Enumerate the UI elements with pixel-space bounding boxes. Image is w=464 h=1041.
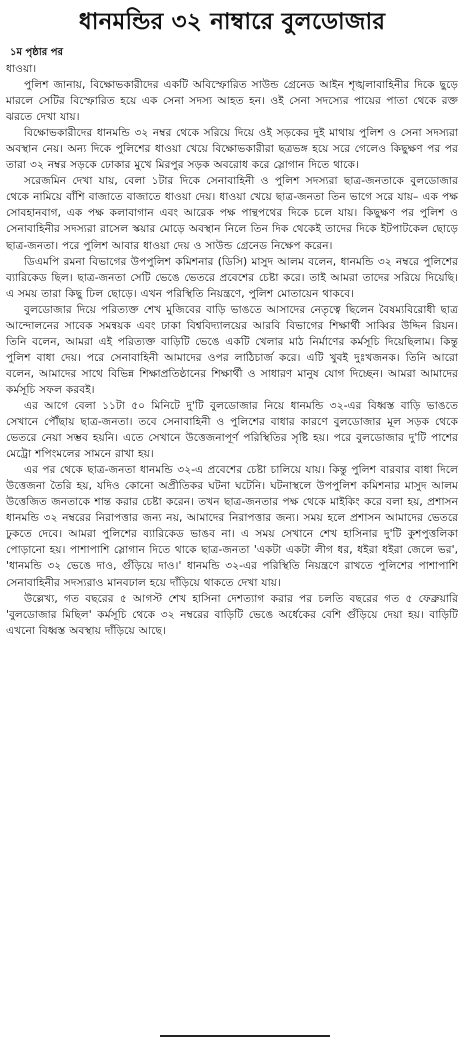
article-paragraph: এর আগে বেলা ১১টা ৫০ মিনিটে দু'টি বুলডোজার নিয়ে ধানমন্ডি ৩২-এর বিধ্বস্ত বাড়ি ভাঙতে সেখানে পৌঁছায় ছাত্র-জনতা। তবে সেনাবাহিনী ও পুলিশের বাধার কারণে বুলডোজার মূল সড়ক থেকে ভেতরে নেয়া সম্ভব হয়নি। এতে সেখানে উত্তেজনাপূর্ণ পরিস্থিতির সৃষ্টি হয়। পরে বুলডোজার দু'টি পাশের মেট্রো শপিংমলের সামনে রাখা হয়। — [6, 398, 458, 461]
continuation-label: ১ম পৃষ্ঠার পর — [10, 47, 63, 58]
article-paragraph: উল্লেখ্য, গত বছরের ৫ আগস্ট শেখ হাসিনা দেশত্যাগ করার পর চলতি বছরের গত ৫ ফেব্রুয়ারি 'বুলডোজার মিছিল' কর্মসূচি থেকে ৩২ নম্বরের বাড়িটি ভেঙে অর্ধেকের বেশি গুঁড়িয়ে দেয়া হয়। বাড়িটি এখনো বিধ্বস্ত অবস্থায় দাঁড়িয়ে আছে। — [6, 591, 458, 637]
article-paragraph: ধাওয়া। — [6, 62, 37, 75]
article-paragraph: পুলিশ জানায়, বিক্ষোভকারীদের একটি অবিস্ফোরিত সাউন্ড গ্রেনেড আইন শৃঙ্খলাবাহিনীর দিকে ছুড়ে মারলে সেটির বিস্ফোরিত হয়ে এক সেনা সদস্য আহত হন। ওই সেনা সদস্যের পায়ের পাতা থেকে রক্ত ঝরতে দেখা যায়। — [6, 78, 458, 124]
end-rule — [160, 1035, 330, 1037]
article-paragraph: সরেজমিন দেখা যায়, বেলা ১টার দিকে সেনাবাহিনী ও পুলিশ সদস্যরা ছাত্র-জনতাকে বুলডোজার থেকে নামিয়ে বাঁশি বাজাতে বাজাতে ধাওয়া দেয়। ধাওয়া খেয়ে ছাত্র-জনতা তিন ভাগে সরে যায়– এক পক্ষ সোবহানবাগ, এক পক্ষ কলাবাগান এবং আরেক পক্ষ পান্থপথের দিকে চলে যায়। কিছুক্ষণ পর পুলিশ ও সেনাবাহিনীর সদস্যরা রাসেল স্কয়ার মোড়ে অবস্থান নিলে তিন দিক থেকেই তাদের দিকে ইটপাটকেল ছোড়ে ছাত্র-জনতা। পরে পুলিশ আবার ধাওয়া দেয় ও সাউন্ড গ্রেনেড নিক্ষেপ করেন। — [6, 174, 458, 252]
article-paragraph: বিক্ষোভকারীদের ধানমন্ডি ৩২ নম্বর থেকে সরিয়ে দিয়ে ওই সড়কের দুই মাথায় পুলিশ ও সেনা সদস্যরা অবস্থান নেয়। অন্য দিকে পুলিশের ধাওয়া খেয়ে বিক্ষোভকারীরা ছত্রভঙ্গ হয়ে সরে গেলেও কিছুক্ষণ পর পর তারা ৩২ নম্বর সড়কে ঢোকার মুখে মিরপুর সড়ক অবরোধ করে স্লোগান দিতে থাকে। — [6, 126, 458, 172]
article-paragraph: বুলডোজার দিয়ে পরিত্যক্ত শেখ মুজিবের বাড়ি ভাঙতে আসাদের নেতৃত্বে ছিলেন বৈষম্যবিরোধী ছাত্র আন্দোলনের সাবেক সমন্বয়ক এবং ঢাকা বিশ্ববিদ্যালয়ের আরবি বিভাগের শিক্ষার্থী সাব্বির উদ্দিন রিয়ন। তিনি বলেন, আমরা এই পরিত্যক্ত বাড়িটি ভেঙে একটি খেলার মাঠ নির্মাণের কর্মসূচি দিয়েছিলাম। কিন্তু পুলিশ বাধা দেয়। পরে সেনাবাহিনী আমাদের ওপর লাঠিচার্জ করে। এটি খুবই দুঃখজনক। তিনি আরো বলেন, আমাদের সাথে বিভিন্ন শিক্ষাপ্রতিষ্ঠানের শিক্ষার্থী ও সাধারণ মানুষ যোগ দিচ্ছেন। আমরা আমাদের কর্মসূচি সফল করবই। — [6, 302, 458, 396]
article-paragraph: এর পর থেকে ছাত্র-জনতা ধানমন্ডি ৩২-এ প্রবেশের চেষ্টা চালিয়ে যায়। কিন্তু পুলিশ বারবার বাধা দিলে উত্তেজনা তৈরি হয়, যদিও কোনো অপ্রীতিকর ঘটনা ঘটেনি। ঘটনাস্থলে উপপুলিশ কমিশনার মাসুদ আলম উত্তেজিত জনতাকে শান্ত করার চেষ্টা করেন। তখন ছাত্র-জনতার পক্ষ থেকে মাইকিং করে বলা হয়, প্রশাসন ধানমন্ডি ৩২ নম্বরের নিরাপত্তার জন্য নয়, আমাদের নিরাপত্তার জন্য। সময় হলে প্রশাসন আমাদের ভেতরে ঢুকতে দেবে। আমরা পুলিশের ব্যারিকেড ভাঙব না। এ সময় সেখানে শেখ হাসিনার দু'টি কুশপুত্তলিকা পোড়ানো হয়। পাশাপাশি স্লোগান দিতে থাকে ছাত্র-জনতা 'একটা একটা লীগ ধর, ধইরা ধইরা জেলে ভর', 'ধানমন্ডি ৩২ ভেঙে দাও, গুঁড়িয়ে দাও।' ধানমন্ডি ৩২-এর পরিস্থিতি নিয়ন্ত্রণে রাখতে পুলিশের পাশাপাশি সেনাবাহিনীর সদস্যরাও মানবঢাল হয়ে দাঁড়িয়ে থাকতে দেখা যায়। — [6, 463, 458, 589]
article-paragraph: ডিএমপি রমনা বিভাগের উপপুলিশ কমিশনার (ডিসি) মাসুদ আলম বলেন, ধানমন্ডি ৩২ নম্বরে পুলিশের ব্যারিকেড ছিল। ছাত্র-জনতা সেটি ভেঙে ভেতরে প্রবেশের চেষ্টা করে। তাই আমরা তাদের সরিয়ে দিয়েছি। এ সময় তারা কিছু ঢিল ছোড়ে। এখন পরিস্থিতি নিয়ন্ত্রণে, পুলিশ মোতায়েন থাকবে। — [6, 254, 458, 300]
article-headline: ধানমন্ডির ৩২ নাম্বারে বুলডোজার — [78, 9, 386, 35]
